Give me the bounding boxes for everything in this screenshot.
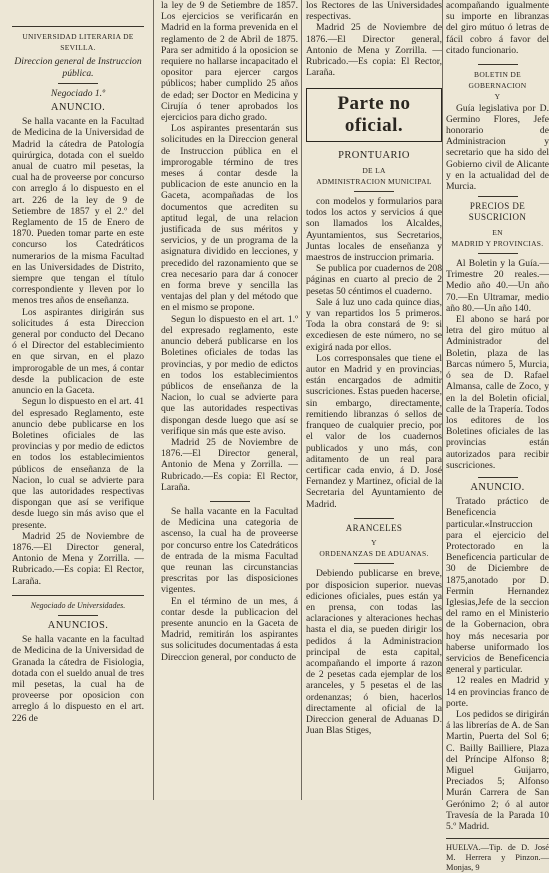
- separator: [478, 64, 518, 65]
- article-title: Y: [494, 92, 501, 102]
- article-title: ORDENANZAS DE ADUANAS.: [319, 549, 429, 559]
- section-subheading: Direccion general de Instruccion: [14, 56, 142, 68]
- section-heading: SEVILLA.: [60, 43, 96, 53]
- article-title: Y: [371, 537, 377, 547]
- paragraph: acompañando igualmente su importe en libranzas del giro mútuo ó letras de fácil cobro á favor del citado funcionario.: [446, 0, 549, 56]
- negociado-label: Negociado de Universidades.: [30, 600, 126, 610]
- column-2: [161, 0, 298, 800]
- paragraph: Los pedidos se dirigirán á las librerías de A. de San Martin, Puerta del Sol 6; C. Bailly Bailliere, Plaza del Príncipe Alfonso 8; Miguel Guijarro, Preciados 5; Alfonso Murán Carrera de San Gerónimo 2; ó al autor Travesía de la Parada 10 5.º Madrid.: [446, 708, 549, 833]
- column-4: [446, 0, 549, 873]
- notice-title: ANUNCIO.: [470, 481, 525, 493]
- column-rule: [153, 0, 154, 800]
- paragraph: con modelos y formularios para todos los actos y servicios á que son llamados los Alcaldes, Ayuntamientos, sus Secretarios, Juntas locales de enseñanza y maestros de instruccion primaria.: [306, 196, 442, 264]
- separator: [354, 563, 394, 564]
- paragraph: 12 reales en Madrid y 14 en provincias franco de porte.: [446, 675, 549, 709]
- paragraph: Se halla vacante en la Facultad de Medicina una categoria de ascenso, la cual ha de proveerse por concurso entre los Catedráticos de entrada de la misma Facultad que reunan las circunstancias prescritas por las disposiciones vigentes.: [161, 505, 298, 596]
- printer-imprint: HUELVA.—Tip. de D. José M. Herrera y Pinzon.—Monjas, 9: [446, 843, 549, 873]
- paragraph: En el término de un mes, á contar desde la publicacion del presente anuncio en la Gaceta de Madrid, remitirán los aspirantes sus solicitudes documentadas á esta Direccion general, por conducto de: [161, 595, 298, 663]
- separator: [478, 253, 518, 254]
- article-title: PRONTUARIO: [338, 150, 410, 162]
- section-heading: UNIVERSIDAD LITERARIA DE: [22, 32, 134, 41]
- separator: [478, 196, 518, 197]
- notice-title: ANUNCIOS.: [47, 619, 109, 631]
- column-1: [12, 0, 144, 800]
- paragraph: Al Boletin y la Guía.—Trimestre 20 reales.—Medio año 40.—Un año 70.—En Ultramar, medio año 80.—Un año 140.: [446, 258, 549, 314]
- paragraph: la ley de 9 de Setiembre de 1857. Los ejercicios se verificarán en Madrid en la forma prevenida en el reglamento de 2 de Abril de 1875. Para ser admitido á la oposicion se requiere no hallarse incapacitado el opositor para ejercer cargos públicos; haber cumplido 25 años de edad; ser Doctor en Medicina y Cirujía ó tener aprobados los ejercicios para dicho grado.: [161, 0, 298, 124]
- paragraph: Los aspirantes presentarán sus solicitudes en la Direccion general de Instruccion pública en el improrogable término de tres meses á contar desde la publicacion de este anuncio en la Gaceta, acompañadas de los documentos que acrediten su aptitud legal, de una relacion justificada de sus méritos y servicios, y de un programa de la asignatura dividido en lecciones, y precedido del razonamiento que se crea necesario para dar á conocer en forma breve y sencilla las ventajas del plan y del método que en el mismo se propone.: [161, 123, 298, 314]
- separator: [58, 83, 98, 84]
- paragraph: Sale á luz uno cada quince dias, y van repartidos los 5 primeros. Toda la obra constará de 9: si excediesen de este número, no se exigirá nada por ellos.: [306, 296, 442, 353]
- paragraph: Los corresponsales que tiene el autor en Madrid y en provincias, están encargados de admitir suscriciones. Estas pueden hacerse, sin embargo, directamente, remitiendo libranzas ó sellos de franqueo de cualquier precio, por el valor de los cuadernos publicados y uno más, con aditamento de un real para certificar cada envio, á D. José Fernandez y Martinez, oficial de la Secretaria del Ayuntamiento de Madrid.: [306, 352, 442, 510]
- separator: [12, 595, 144, 596]
- section-banner: Parte no oficial.: [306, 88, 442, 142]
- paragraph: los Rectores de las Universidades respectivas.: [306, 0, 442, 23]
- separator: [210, 501, 250, 502]
- article-title: BOLETIN DE GOBERNACION: [468, 70, 527, 91]
- separator: [478, 477, 518, 478]
- article-title: ADMINISTRACION MUNICIPAL: [316, 176, 432, 186]
- article-title: EN: [492, 227, 503, 237]
- article-title: PRECIOS DE SUSCRICION: [468, 201, 527, 223]
- header-rule: [12, 26, 144, 27]
- paragraph: Los aspirantes dirigirán sus solicitudes á esta Direccion general por conducto del Decano ó el Director del establecimiento en que sirvan, en el plazo improrogable de un mes, á contar desde la publicacion de este anuncio en la Gaceta.: [12, 306, 144, 397]
- notice-title: ANUNCIO.: [50, 102, 106, 114]
- paragraph: El abono se hará por letra del giro mútuo al Administrador del Boletin, plaza de las Barcas número 5, Murcia, ó sea de D. Rafael Almansa, calle de Zoco, y en la del Boletin oficial, calle de la Trapería. Todos los editores de los Boletines oficiales de las provincias están autorizados para recibir suscriciones.: [446, 314, 549, 471]
- column-3: [306, 0, 442, 800]
- article-title: DE LA: [362, 165, 386, 175]
- separator: [446, 838, 549, 839]
- article-title: ARANCELES: [345, 522, 403, 533]
- negociado-label: Negociado 1.º: [50, 87, 106, 99]
- article-title: MADRID Y PROVINCIAS.: [451, 238, 544, 248]
- paragraph: Debiendo publicarse en breve, por disposicion superior. nuevas ediciones oficiales, pues están ya en prensa, con todas las aclaraciones y alteraciones hechas hasta el dia, se pueden dirigir los pedidos á la Administracion principal de esta capital, acompañando el importe á razon de 2 pesetas cada ejemplar de los aranceles, y 5 pesetas el de las ordenanzas; ó bien, hacerlos directamente al oficial de la Direccion general de Aduanas D. Juan Blas Stiges,: [306, 568, 442, 737]
- column-rule: [442, 0, 443, 800]
- paragraph: Guía legislativa por D. Germino Flores, Jefe honorario de Administracion y secretario que ha sido del Gobierno civil de Alicante y en la actualidad del de Murcia.: [446, 102, 549, 193]
- paragraph: Madrid 25 de Noviembre de 1876.—El Director general, Antonio de Mena y Zorrilla. —Rubricado.—Es copia: El Rector, Laraña.: [12, 530, 144, 587]
- paragraph: Se halla vacante en la facultad de Medicina de la Universidad de Granada la cátedra de Fisiologia, dotada con el sueldo anual de tres mil pesetas, la cual ha de proveerse por oposicion con arreglo á lo dispuesto en el art. 226 de: [12, 634, 144, 724]
- paragraph: Segun lo dispuesto en el art. 1.º del expresado reglamento, este anuncio deberá publicarse en los Boletines oficiales de todas las provincias, y por medio de edictos en todos los establecimientos públicos de enseñanza de la Nacion, lo cual se advierte para que las autoridades respectivas dispongan desde luego que así se verifique sin más que este aviso.: [161, 313, 298, 437]
- section-subheading: pública.: [62, 67, 94, 79]
- column-rule: [301, 0, 302, 800]
- paragraph: Madrid 25 de Noviembre de 1876.—El Director general, Antonio de Mena y Zorrilla. —Rubricado.—Es copia: El Rector, Laraña.: [161, 436, 298, 493]
- separator: [58, 615, 98, 616]
- paragraph: Madrid 25 de Noviembre de 1876.—El Director general, Antonio de Mena y Zorrilla. —Rubricado.—Es copia: El Rector, Laraña.: [306, 22, 442, 79]
- paragraph: Segun lo dispuesto en el art. 41 del espresado Reglamento, este anuncio debe publicarse en los Boletines oficiales de las provincias y por medio de edictos en todos los establecimientos públicos de enseñanza de la Nacion, lo cual se advierte para que las autoridades respectivas dispongan que así se verifique desde luego sin más aviso que el presente.: [12, 396, 144, 531]
- paragraph: Se publica por cuadernos de 208 páginas en cuarto al precio de 2 pesetas 50 céntimos el cuaderno.: [306, 263, 442, 297]
- paragraph: Se halla vacante en la Facultad de Medicina de la Universidad de Madrid la cátedra de Patología quirúrgica, dotada con el sueldo anual de cuatro mil pesetas, la cual ha de proveerse por concurso con arreglo á lo dispuesto en el art. 226 de la ley de 9 de Setiembre de 1857 y el 2.º del Reglamento de 15 de Enero de 1870. Pueden tomar parte en este concurso los Catedráticos numerarios de la misma Facultad en las Universidades de Distrito, siempre que tengan el título correspondiente y lleven por lo menos tres años de enseñanza.: [12, 116, 144, 307]
- paragraph: Tratado práctico de Beneficencia particular.«Instruccion para el ejercicio del Protectorado en la Beneficencia particular de 30 de Diciembre de 1875,anotado por D. Fermin Hernandez Iglesias,Jefe de la seccion del ramo en el Ministerio de la Gobernacion, obra hoy más necesaria por haberse uniformado los servicios de Beneficencia general y particular.: [446, 496, 549, 676]
- separator: [354, 191, 394, 192]
- separator: [354, 518, 394, 519]
